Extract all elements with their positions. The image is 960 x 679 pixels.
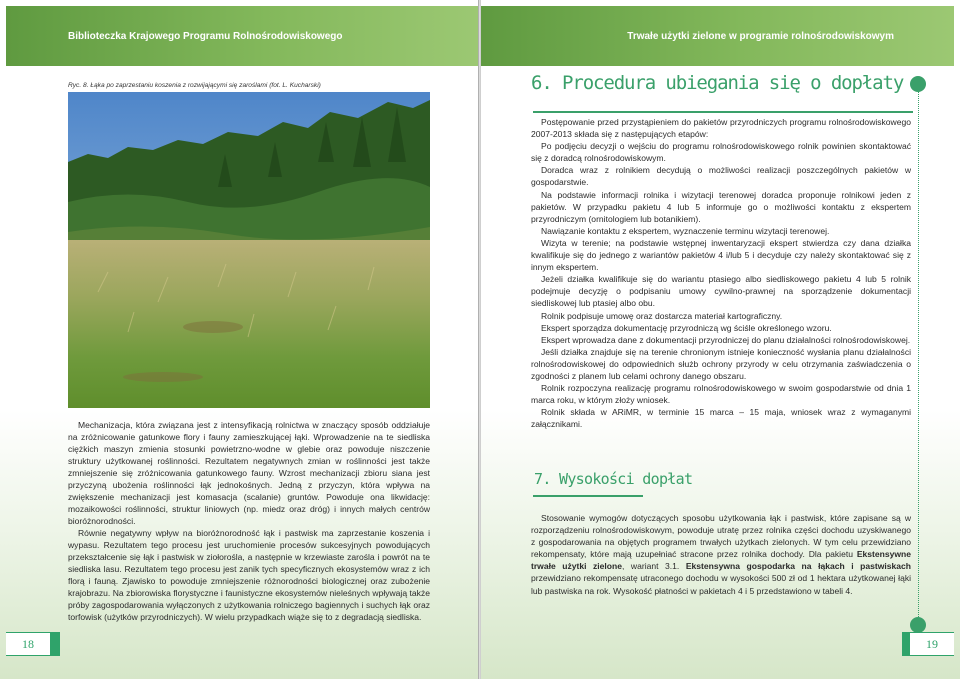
- bold-run: Ekstensywna gospodarka na łąkach i pastwiskach: [685, 561, 911, 572]
- paragraph: Ekspert wprowadza dane z dokumentacji przyrodniczej do planu działalności rolnośrodowiskowej.: [541, 334, 911, 345]
- section-title: 7. Wysokości dopłat: [534, 470, 693, 488]
- dotted-guide-line: [918, 90, 919, 625]
- paragraph: Po podjęciu decyzji o wejściu do programu rolnośrodowiskowego rolnik powinien skontaktować się z doradcą rolnośrodowiskowym.: [531, 141, 911, 164]
- paragraph: [531, 512, 911, 597]
- section7-body: [531, 512, 911, 597]
- right-header-text: Trwałe użytki zielone w programie rolnośrodowiskowym: [627, 30, 894, 42]
- page-number-bar: [902, 632, 954, 656]
- left-body-text: [68, 419, 430, 623]
- title-underline: [533, 495, 643, 497]
- text-run: przewidziano rekompensatę utraconego dochodu w wysokości 500 zł od 1 hektara użytkowanej łąki lub pastwiska na rok. Wysokość płatności w pakietach 4 i 5 przedstawiono w tabeli 4.: [531, 573, 911, 596]
- paragraph: Wizyta w terenie; na podstawie wstępnej inwentaryzacji ekspert stwierdza czy dana działka kwalifikuje się do jednego z wariantów pakietów 4 i/lub 5 i decyduje czy należy skontaktować się z innym ekspertem.: [531, 237, 911, 273]
- title-underline: [533, 111, 913, 113]
- paragraph: Rolnik składa w ARiMR, w terminie 15 marca – 15 maja, wniosek wraz z wymaganymi załącznikami.: [531, 407, 911, 430]
- right-page: [481, 0, 960, 679]
- photo-caption: Ryc. 8. Łąka po zaprzestaniu koszenia z rozwijającymi się zaroślami (fot. L. Kucharski): [68, 82, 321, 89]
- green-dot-marker-icon: [910, 617, 926, 633]
- paragraph: Na podstawie informacji rolnika i wizytacji terenowej doradca proponuje rolnikowi jeden z pakietów. W przypadku pakietu 4 lub 5 informuje go o możliwości kontaktu z ekspertem przyrodniczym (ornitologiem lub botanikiem).: [531, 189, 911, 224]
- paragraph: Jeśli działka znajduje się na terenie chronionym istnieje konieczność wysłania planu działalności rolnośrodowiskowej do odpowiednich służb ochrony przyrody w celu otrzymania zaświadczenia o zgodności z planem lub celami ochrony danego obszaru.: [531, 346, 911, 381]
- left-page: [0, 0, 479, 679]
- right-running-header: [481, 6, 954, 66]
- paragraph: Ekspert sporządza dokumentację przyrodniczą wg ściśle określonego wzoru.: [541, 322, 832, 333]
- text-run: , wariant 3.1.: [622, 561, 686, 572]
- text-run: Stosowanie wymogów dotyczących sposobu użytkowania łąk i pastwisk, które zapisane są w rozporządzeniu rolnośrodowiskowym, powoduje utratę przez rolnika części dochodu uzyskiwanego z gospodarowania na objętych programem trwałych użytkach zielonych. W tym celu przewidziano rekompensaty, które mają uzupełniać stracone przez rolnika dochody. Dla pakietu: [531, 513, 911, 560]
- page-number: 18: [6, 633, 50, 655]
- paragraph: Mechanizacja, która związana jest z intensyfikacją rolnictwa w znaczący sposób oddziałuje na zróżnicowanie gatunkowe flory i fauny zamieszkującej łąki. Wprowadzenie na te siedliska ciężkich maszyn zmienia stosunki powietrzno-wodne w glebie oraz powoduje niszczenie struktury użytkowanej roślinności. Rezultatem negatywnych zmian w roślinności jest także zmniejszenie się zróżnicowania gatunkowego fauny. Wzrost mechanizacji zbioru siana jest przyczyną ubożenia roślinności łąk jednokośnych. Jedną z przyczyn, która wpływa na zwiększenie mechanizacji jest komasacja (scalanie) gruntów. Powoduje ona likwidację: mozaikowości roślinności, struktur liniowych (np. miedz oraz dróg) i innych małych centrów bioróżnorodności.: [68, 420, 430, 526]
- section6-body: [531, 116, 911, 430]
- bold-run: Ekstensywne trwałe użytki zielone: [531, 549, 911, 572]
- meadow-photo: [68, 92, 430, 408]
- paragraph: Rolnik podpisuje umowę oraz dostarcza materiał kartograficzny.: [541, 310, 783, 321]
- paragraph: Postępowanie przed przystąpieniem do pakietów przyrodniczych programu rolnośrodowiskowego 2007-2013 składa się z następujących etapów:: [531, 117, 911, 140]
- paragraph: Jeżeli działka kwalifikuje się do wariantu ptasiego albo siedliskowego pakietu 4 lub 5 rolnik podejmuje decyzję o podpisaniu umowy cywilno-prawnej na sporządzenie dokumentacji siedliskowej lub ptasiej albo obu.: [531, 274, 911, 309]
- section-title: 6. Procedura ubiegania się o dopłaty: [531, 72, 904, 94]
- left-running-header: [6, 6, 479, 66]
- paragraph: Doradca wraz z rolnikiem decydują o możliwości realizacji poszczególnych pakietów w gospodarstwie.: [531, 165, 911, 188]
- page-number-bar: [6, 632, 60, 656]
- paragraph: Nawiązanie kontaktu z ekspertem, wyznaczenie terminu wizytacji terenowej.: [541, 225, 830, 236]
- paragraph: Rolnik rozpoczyna realizację programu rolnośrodowiskowego w swoim gospodarstwie od dnia 1 marca roku, w którym złoży wniosek.: [531, 383, 911, 406]
- left-header-text: Biblioteczka Krajowego Programu Rolnośrodowiskowego: [68, 30, 343, 42]
- paragraph: Równie negatywny wpływ na bioróżnorodność łąk i pastwisk ma zaprzestanie koszenia i wypasu. Rezultatem tego procesu jest uruchomienie procesów sukcesyjnych powodujących przekształcenie się łąk i pastwisk w ziołorośla, a następnie w krzewiaste zarośla i powrót na te siedliska lasu. Rezultatem tego procesu jest zanik tych specyficznych ekosystemów wraz z ich florą i fauną. Zjawisko to powoduje zmniejszenie różnorodności biologicznej oraz zubożenie krajobrazu. Na zbiorowiska florystyczne i faunistyczne ekosystemów nieleśnych wpływają także próby zagospodarowania wyłączonych z użytkowania rolniczego bagiennych i suchych łąk oraz torfowisk (użytków przyrodniczych). W wielu przypadkach wiąże się to z degradacją siedliska.: [68, 528, 430, 622]
- page-number: 19: [910, 633, 954, 655]
